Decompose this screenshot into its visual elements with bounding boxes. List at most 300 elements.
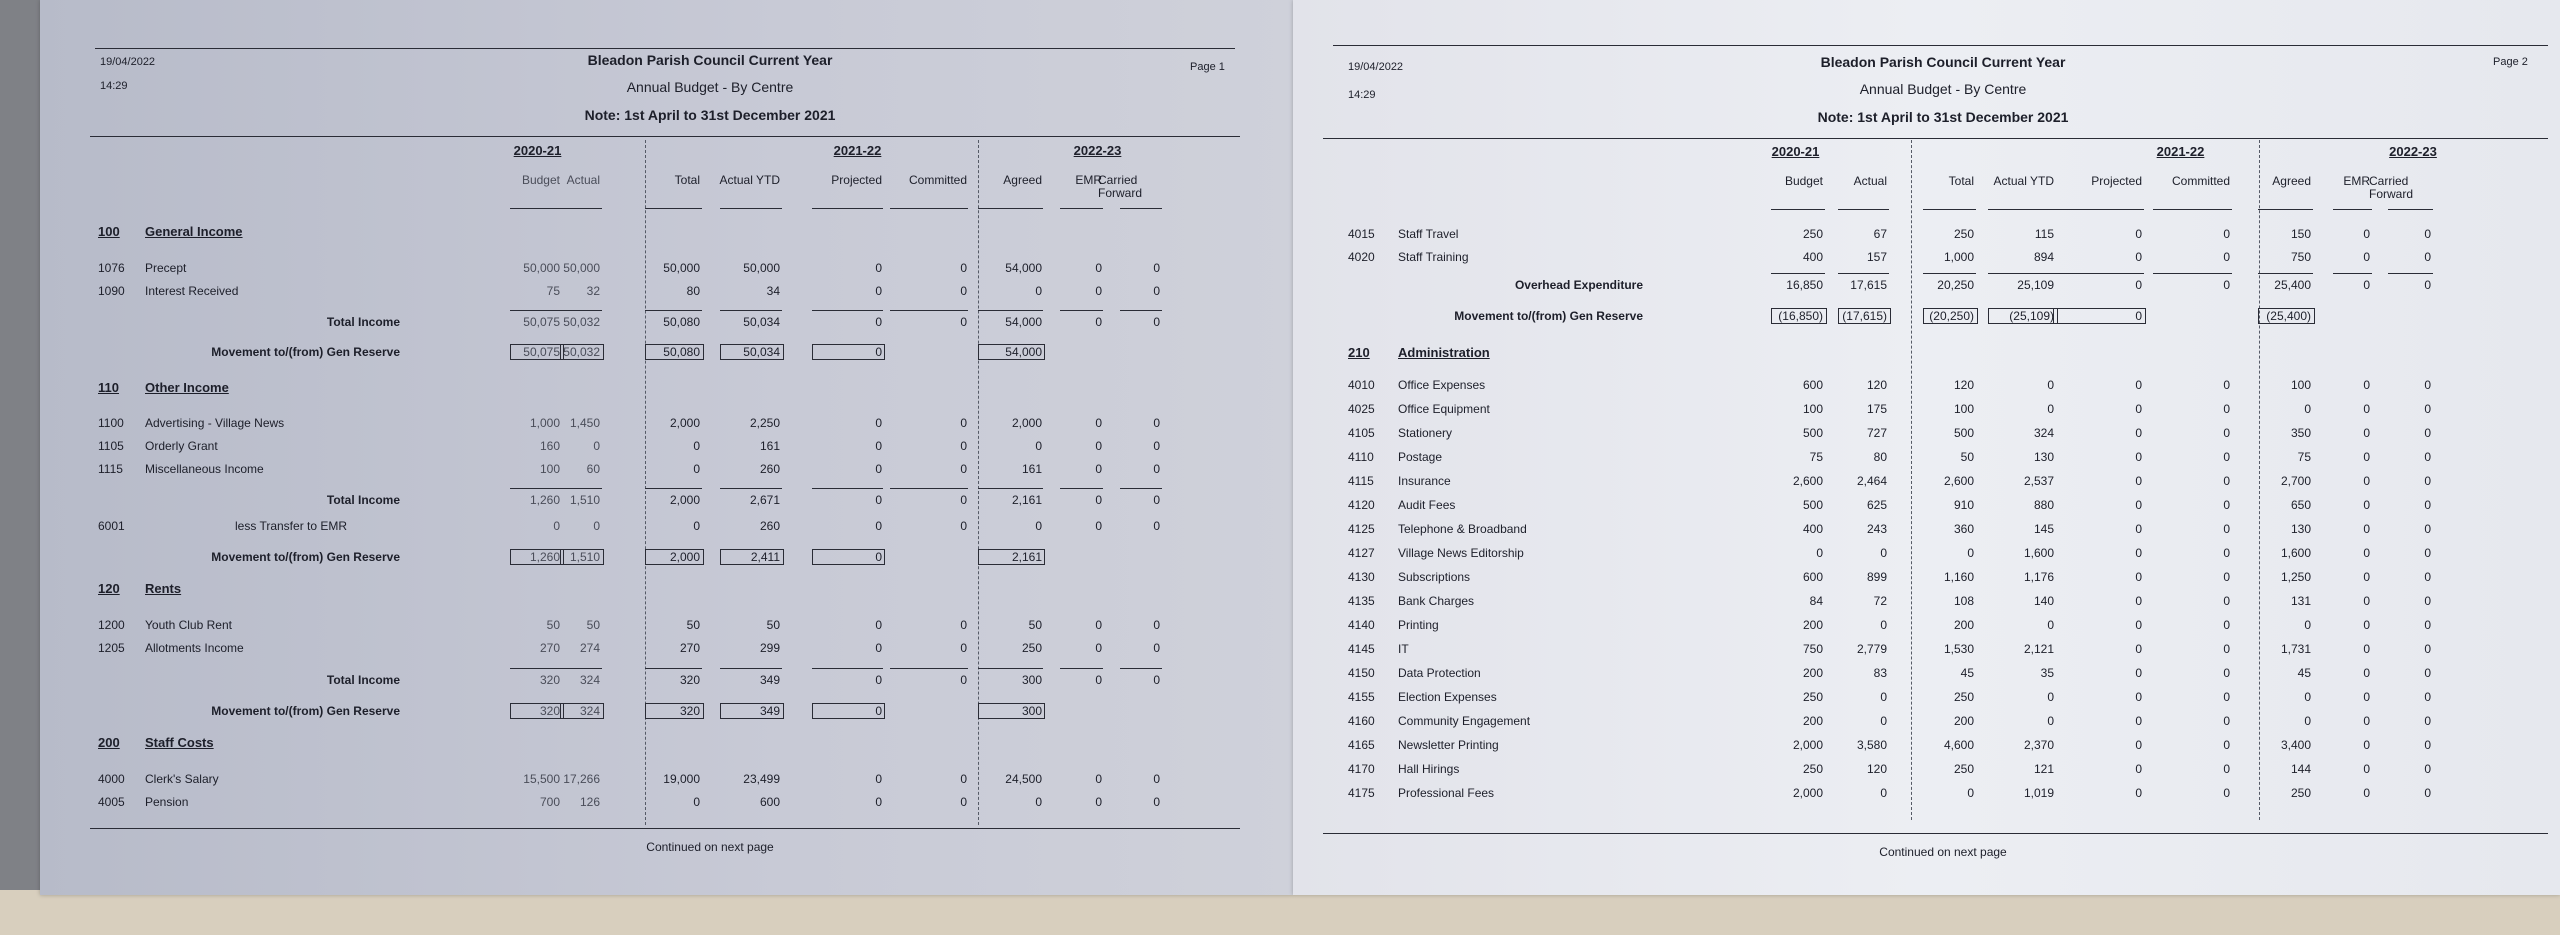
account-label: Postage bbox=[1398, 450, 1443, 464]
cell-value: 500 bbox=[1802, 498, 1823, 512]
column-header-rule bbox=[2388, 209, 2433, 210]
cell-value: 0 bbox=[2135, 714, 2142, 728]
cell-value: 108 bbox=[1953, 594, 1974, 608]
cell-value: 16,850 bbox=[1786, 278, 1823, 292]
cell-value: 0 bbox=[2135, 594, 2142, 608]
page-number: Page 1 bbox=[1190, 61, 1225, 73]
subtotal-rule bbox=[1120, 488, 1162, 489]
cell-value: 50,034 bbox=[743, 315, 780, 329]
cell-value: 160 bbox=[539, 439, 560, 453]
account-code: 4125 bbox=[1348, 522, 1375, 536]
cell-value: 300 bbox=[1021, 704, 1042, 718]
subtotal-rule bbox=[510, 668, 562, 669]
cell-value: 0 bbox=[2135, 666, 2142, 680]
total-row bbox=[40, 315, 1293, 331]
cell-value: 880 bbox=[2033, 498, 2054, 512]
cell-value: 32 bbox=[586, 284, 600, 298]
column-header: Projected bbox=[2091, 174, 2142, 188]
cell-value: 0 bbox=[2223, 690, 2230, 704]
cell-value: 120 bbox=[1866, 762, 1887, 776]
column-header: EMR bbox=[1075, 173, 1102, 187]
cell-value: 0 bbox=[1153, 641, 1160, 655]
cell-value: 0 bbox=[2135, 546, 2142, 560]
subtotal-rule bbox=[1120, 668, 1162, 669]
cell-value: 45 bbox=[2297, 666, 2311, 680]
account-label: Staff Training bbox=[1398, 250, 1469, 264]
cell-value: 75 bbox=[1809, 450, 1823, 464]
table-row bbox=[1293, 786, 2560, 802]
subtotal-rule bbox=[645, 310, 702, 311]
account-code: 1076 bbox=[98, 261, 125, 275]
cell-value: 50 bbox=[1028, 618, 1042, 632]
section-label: Administration bbox=[1398, 345, 1490, 360]
account-code: 4000 bbox=[98, 772, 125, 786]
account-label: less Transfer to EMR bbox=[235, 519, 348, 533]
cell-value: 0 bbox=[2223, 546, 2230, 560]
cell-value: 130 bbox=[2033, 450, 2054, 464]
movement-row bbox=[40, 704, 1293, 720]
account-label: Stationery bbox=[1398, 426, 1453, 440]
cell-value: 50 bbox=[1960, 450, 1974, 464]
cell-value: 0 bbox=[1035, 519, 1042, 533]
column-header: EMR bbox=[2343, 174, 2370, 188]
cell-value: 50,000 bbox=[743, 261, 780, 275]
cell-value: 0 bbox=[2223, 227, 2230, 241]
cell-value: 84 bbox=[1809, 594, 1823, 608]
cell-value: 750 bbox=[1802, 642, 1823, 656]
cell-value: 0 bbox=[2424, 402, 2431, 416]
cell-value: 75 bbox=[546, 284, 560, 298]
cell-value: 50 bbox=[586, 618, 600, 632]
cell-value: 0 bbox=[1153, 618, 1160, 632]
table-row bbox=[1293, 618, 2560, 634]
cell-value: 0 bbox=[2363, 570, 2370, 584]
cell-value: 0 bbox=[1880, 546, 1887, 560]
cell-value: 0 bbox=[2135, 450, 2142, 464]
cell-value: 910 bbox=[1953, 498, 1974, 512]
subtotal-rule bbox=[2258, 273, 2313, 274]
subtotal-rule bbox=[1988, 273, 2056, 274]
movement-label: Movement to/(from) Gen Reserve bbox=[211, 704, 400, 718]
cell-value: 3,580 bbox=[1856, 738, 1887, 752]
section-code: 210 bbox=[1348, 345, 1370, 360]
cell-value: 0 bbox=[2135, 690, 2142, 704]
cell-value: 1,250 bbox=[2280, 570, 2311, 584]
cell-value: 2,161 bbox=[1011, 550, 1042, 564]
cell-value: 0 bbox=[2135, 402, 2142, 416]
cell-value: 0 bbox=[693, 519, 700, 533]
cell-value: 23,499 bbox=[743, 772, 780, 786]
table-row bbox=[1293, 227, 2560, 243]
column-header-rule bbox=[560, 208, 602, 209]
cell-value: 0 bbox=[2135, 250, 2142, 264]
section-label: General Income bbox=[145, 224, 243, 239]
cell-value: 0 bbox=[2047, 714, 2054, 728]
cell-value: 0 bbox=[2363, 594, 2370, 608]
cell-value: 0 bbox=[2363, 618, 2370, 632]
table-row bbox=[1293, 642, 2560, 658]
cell-value: 0 bbox=[2363, 546, 2370, 560]
table-row bbox=[1293, 594, 2560, 610]
cell-value: 0 bbox=[2363, 738, 2370, 752]
cell-value: 0 bbox=[1035, 284, 1042, 298]
subtotal-rule bbox=[2333, 273, 2372, 274]
subtotal-rule bbox=[510, 310, 562, 311]
cell-value: 0 bbox=[2363, 278, 2370, 292]
total-row bbox=[40, 493, 1293, 509]
account-label: Hall Hirings bbox=[1398, 762, 1460, 776]
cell-value: 0 bbox=[2363, 762, 2370, 776]
subtotal-rule bbox=[978, 310, 1043, 311]
total-label: Total Income bbox=[326, 673, 400, 687]
cell-value: (25,109) bbox=[2009, 309, 2054, 323]
cell-value: 175 bbox=[1866, 402, 1887, 416]
cell-value: 0 bbox=[1880, 786, 1887, 800]
account-label: Bank Charges bbox=[1398, 594, 1475, 608]
cell-value: 0 bbox=[960, 795, 967, 809]
account-label: Insurance bbox=[1398, 474, 1451, 488]
column-header-rule bbox=[1771, 209, 1825, 210]
cell-value: 34 bbox=[766, 284, 780, 298]
cell-value: 0 bbox=[1880, 690, 1887, 704]
subtotal-rule bbox=[1923, 273, 1976, 274]
subtotal-rule bbox=[1060, 310, 1103, 311]
cell-value: 4,600 bbox=[1943, 738, 1974, 752]
cell-value: 0 bbox=[2223, 786, 2230, 800]
cell-value: 0 bbox=[693, 795, 700, 809]
cell-value: 1,510 bbox=[569, 493, 600, 507]
subtotal-rule bbox=[720, 310, 782, 311]
cell-value: 0 bbox=[2223, 738, 2230, 752]
cell-value: 0 bbox=[2135, 738, 2142, 752]
cell-value: 19,000 bbox=[663, 772, 700, 786]
cell-value: 1,510 bbox=[569, 550, 600, 564]
page-number: Page 2 bbox=[2493, 56, 2528, 68]
account-code: 4010 bbox=[1348, 378, 1375, 392]
cell-value: 0 bbox=[593, 519, 600, 533]
cell-value: 0 bbox=[1967, 546, 1974, 560]
cell-value: 0 bbox=[2223, 450, 2230, 464]
cell-value: 1,600 bbox=[2023, 546, 2054, 560]
cell-value: 324 bbox=[579, 704, 600, 718]
table-row bbox=[1293, 714, 2560, 730]
cell-value: 0 bbox=[2363, 786, 2370, 800]
column-header-rule bbox=[1060, 208, 1103, 209]
cell-value: 83 bbox=[1873, 666, 1887, 680]
cell-value: 0 bbox=[875, 519, 882, 533]
cell-value: 2,600 bbox=[1943, 474, 1974, 488]
report-time: 14:29 bbox=[100, 80, 128, 92]
cell-value: 1,019 bbox=[2023, 786, 2054, 800]
cell-value: 0 bbox=[2223, 570, 2230, 584]
cell-value: 0 bbox=[875, 261, 882, 275]
movement-row bbox=[40, 345, 1293, 361]
cell-value: 161 bbox=[1021, 462, 1042, 476]
cell-value: 500 bbox=[1802, 426, 1823, 440]
column-separator bbox=[978, 140, 979, 825]
cell-value: 0 bbox=[2223, 402, 2230, 416]
cell-value: 121 bbox=[2033, 762, 2054, 776]
cell-value: 320 bbox=[679, 704, 700, 718]
column-header: Actual YTD bbox=[719, 173, 780, 187]
cell-value: 0 bbox=[2424, 690, 2431, 704]
column-header: Actual YTD bbox=[1993, 174, 2054, 188]
year-group-header: 2021-22 bbox=[2156, 144, 2205, 159]
cell-value: 0 bbox=[1095, 673, 1102, 687]
report-date: 19/04/2022 bbox=[100, 56, 156, 68]
account-label: Advertising - Village News bbox=[145, 416, 285, 430]
account-label: Subscriptions bbox=[1398, 570, 1471, 584]
cell-value: 0 bbox=[1153, 493, 1160, 507]
cell-value: 400 bbox=[1802, 522, 1823, 536]
account-label: Youth Club Rent bbox=[145, 618, 232, 632]
subtotal-rule bbox=[890, 310, 968, 311]
cell-value: 25,400 bbox=[2274, 278, 2311, 292]
cell-value: 0 bbox=[1095, 462, 1102, 476]
cell-value: 0 bbox=[960, 493, 967, 507]
account-code: 1200 bbox=[98, 618, 125, 632]
cell-value: 0 bbox=[2047, 378, 2054, 392]
account-label: Precept bbox=[145, 261, 187, 275]
cell-value: 0 bbox=[2363, 498, 2370, 512]
cell-value: 1,260 bbox=[529, 493, 560, 507]
cell-value: 140 bbox=[2033, 594, 2054, 608]
cell-value: 0 bbox=[2135, 309, 2142, 323]
account-label: Interest Received bbox=[145, 284, 239, 298]
cell-value: 0 bbox=[875, 493, 882, 507]
cell-value: 0 bbox=[960, 416, 967, 430]
cell-value: 2,370 bbox=[2023, 738, 2054, 752]
cell-value: 2,250 bbox=[749, 416, 780, 430]
cell-value: 324 bbox=[2033, 426, 2054, 440]
table-row bbox=[1293, 762, 2560, 778]
column-header-rule bbox=[812, 208, 883, 209]
cell-value: 50,034 bbox=[743, 345, 780, 359]
cell-value: 2,000 bbox=[1011, 416, 1042, 430]
cell-value: 0 bbox=[1095, 618, 1102, 632]
report-page-2 bbox=[1293, 0, 2560, 895]
movement-box bbox=[2053, 308, 2146, 324]
cell-value: 0 bbox=[2047, 690, 2054, 704]
table-row bbox=[1293, 378, 2560, 394]
top-rule bbox=[1333, 45, 2548, 46]
account-code: 4160 bbox=[1348, 714, 1375, 728]
total-label: Overhead Expenditure bbox=[1514, 278, 1643, 292]
cell-value: 0 bbox=[2424, 570, 2431, 584]
subtotal-rule bbox=[978, 668, 1043, 669]
table-row bbox=[1293, 666, 2560, 682]
cell-value: 0 bbox=[2135, 474, 2142, 488]
table-row bbox=[40, 416, 1293, 432]
table-row bbox=[1293, 546, 2560, 562]
report-subtitle: Annual Budget - By Centre bbox=[626, 79, 794, 95]
account-label: Office Equipment bbox=[1398, 402, 1490, 416]
cell-value: 1,000 bbox=[529, 416, 560, 430]
cell-value: 250 bbox=[1953, 762, 1974, 776]
cell-value: 0 bbox=[2223, 250, 2230, 264]
column-header-rule bbox=[1923, 209, 1976, 210]
cell-value: 727 bbox=[1866, 426, 1887, 440]
movement-box bbox=[978, 549, 1045, 565]
column-header: Actual bbox=[1853, 174, 1887, 188]
cell-value: 0 bbox=[875, 641, 882, 655]
cell-value: 0 bbox=[693, 439, 700, 453]
cell-value: 0 bbox=[2424, 546, 2431, 560]
section-heading bbox=[1293, 346, 2560, 362]
cell-value: 80 bbox=[686, 284, 700, 298]
account-code: 4140 bbox=[1348, 618, 1375, 632]
footer-continued: Continued on next page bbox=[646, 840, 774, 854]
cell-value: 60 bbox=[586, 462, 600, 476]
cell-value: 200 bbox=[1953, 714, 1974, 728]
cell-value: 0 bbox=[2363, 690, 2370, 704]
account-code: 1090 bbox=[98, 284, 125, 298]
cell-value: 0 bbox=[2424, 450, 2431, 464]
section-heading bbox=[40, 225, 1293, 241]
subtotal-rule bbox=[2053, 273, 2144, 274]
table-row bbox=[1293, 498, 2560, 514]
cell-value: 0 bbox=[2223, 522, 2230, 536]
cell-value: 320 bbox=[539, 704, 560, 718]
cell-value: 899 bbox=[1866, 570, 1887, 584]
cell-value: 0 bbox=[2135, 227, 2142, 241]
account-code: 4135 bbox=[1348, 594, 1375, 608]
cell-value: 0 bbox=[1095, 261, 1102, 275]
column-header-rule bbox=[2258, 209, 2313, 210]
cell-value: 0 bbox=[875, 416, 882, 430]
cell-value: 1,600 bbox=[2280, 546, 2311, 560]
cell-value: 0 bbox=[1153, 284, 1160, 298]
cell-value: 0 bbox=[875, 704, 882, 718]
cell-value: 100 bbox=[2290, 378, 2311, 392]
account-code: 4150 bbox=[1348, 666, 1375, 680]
report-note: Note: 1st April to 31st December 2021 bbox=[1817, 109, 2069, 125]
column-header: Carried Forward bbox=[2369, 174, 2414, 201]
cell-value: 0 bbox=[2424, 426, 2431, 440]
cell-value: 0 bbox=[960, 315, 967, 329]
cell-value: 250 bbox=[1802, 690, 1823, 704]
cell-value: 100 bbox=[539, 462, 560, 476]
account-label: Pension bbox=[145, 795, 189, 809]
cell-value: 1,160 bbox=[1943, 570, 1974, 584]
cell-value: 243 bbox=[1866, 522, 1887, 536]
cell-value: 120 bbox=[1866, 378, 1887, 392]
cell-value: 360 bbox=[1953, 522, 1974, 536]
cell-value: 2,411 bbox=[750, 550, 780, 564]
cell-value: 130 bbox=[2290, 522, 2311, 536]
account-label: Allotments Income bbox=[145, 641, 244, 655]
cell-value: 2,121 bbox=[2023, 642, 2054, 656]
cell-value: 54,000 bbox=[1005, 261, 1042, 275]
report-time: 14:29 bbox=[1348, 89, 1376, 101]
cell-value: 0 bbox=[2135, 378, 2142, 392]
cell-value: 75 bbox=[2297, 450, 2311, 464]
account-code: 4175 bbox=[1348, 786, 1375, 800]
cell-value: 0 bbox=[2135, 786, 2142, 800]
cell-value: 17,266 bbox=[563, 772, 600, 786]
column-header: Budget bbox=[1784, 174, 1823, 188]
cell-value: 0 bbox=[960, 618, 967, 632]
cell-value: 0 bbox=[2363, 714, 2370, 728]
table-row bbox=[1293, 426, 2560, 442]
cell-value: 2,700 bbox=[2280, 474, 2311, 488]
subtotal-rule bbox=[1120, 310, 1162, 311]
cell-value: 0 bbox=[1153, 673, 1160, 687]
cell-value: 0 bbox=[1153, 519, 1160, 533]
cell-value: 0 bbox=[2424, 642, 2431, 656]
movement-box bbox=[812, 344, 885, 360]
movement-box bbox=[978, 703, 1045, 719]
year-group-header: 2021-22 bbox=[833, 143, 882, 158]
cell-value: 145 bbox=[2033, 522, 2054, 536]
account-code: 4145 bbox=[1348, 642, 1375, 656]
cell-value: 700 bbox=[539, 795, 560, 809]
cell-value: 2,671 bbox=[749, 493, 780, 507]
cell-value: 0 bbox=[2424, 498, 2431, 512]
cell-value: 750 bbox=[2290, 250, 2311, 264]
cell-value: 0 bbox=[2424, 738, 2431, 752]
account-label: Professional Fees bbox=[1398, 786, 1495, 800]
cell-value: 0 bbox=[1095, 493, 1102, 507]
year-group-header: 2020-21 bbox=[513, 143, 562, 158]
account-label: Newsletter Printing bbox=[1398, 738, 1499, 752]
cell-value: 1,530 bbox=[1943, 642, 1974, 656]
cell-value: 200 bbox=[1802, 666, 1823, 680]
report-title: Bleadon Parish Council Current Year bbox=[1820, 54, 2066, 70]
table-row bbox=[1293, 570, 2560, 586]
section-heading bbox=[40, 582, 1293, 598]
table-row bbox=[40, 618, 1293, 634]
cell-value: 100 bbox=[1802, 402, 1823, 416]
cell-value: 0 bbox=[2363, 474, 2370, 488]
cell-value: 2,000 bbox=[669, 493, 700, 507]
cell-value: 0 bbox=[1880, 618, 1887, 632]
section-code: 100 bbox=[98, 224, 120, 239]
cell-value: 0 bbox=[2424, 618, 2431, 632]
section-heading bbox=[40, 736, 1293, 752]
subtotal-rule bbox=[560, 668, 602, 669]
cell-value: 200 bbox=[1802, 618, 1823, 632]
account-code: 4110 bbox=[1348, 450, 1374, 464]
account-label: Data Protection bbox=[1398, 666, 1481, 680]
cell-value: 0 bbox=[875, 462, 882, 476]
subtotal-rule bbox=[645, 488, 702, 489]
cell-value: 0 bbox=[2135, 618, 2142, 632]
cell-value: 0 bbox=[1153, 439, 1160, 453]
cell-value: 0 bbox=[2304, 714, 2311, 728]
cell-value: 0 bbox=[960, 284, 967, 298]
cell-value: 250 bbox=[1802, 762, 1823, 776]
cell-value: 0 bbox=[1095, 795, 1102, 809]
column-header: Carried Forward bbox=[1098, 173, 1143, 200]
subtotal-rule bbox=[812, 310, 883, 311]
cell-value: 115 bbox=[2034, 227, 2054, 241]
cell-value: 0 bbox=[1153, 795, 1160, 809]
cell-value: 0 bbox=[2424, 714, 2431, 728]
subtotal-rule bbox=[560, 488, 602, 489]
cell-value: 2,000 bbox=[1792, 738, 1823, 752]
movement-row bbox=[40, 550, 1293, 566]
column-header: Actual bbox=[566, 173, 600, 187]
cell-value: 260 bbox=[759, 462, 780, 476]
cell-value: 100 bbox=[1953, 402, 1974, 416]
account-code: 4170 bbox=[1348, 762, 1375, 776]
cell-value: 200 bbox=[1802, 714, 1823, 728]
cell-value: 0 bbox=[1153, 772, 1160, 786]
subtotal-rule bbox=[645, 668, 702, 669]
cell-value: 0 bbox=[2047, 402, 2054, 416]
subtotal-rule bbox=[1060, 488, 1103, 489]
